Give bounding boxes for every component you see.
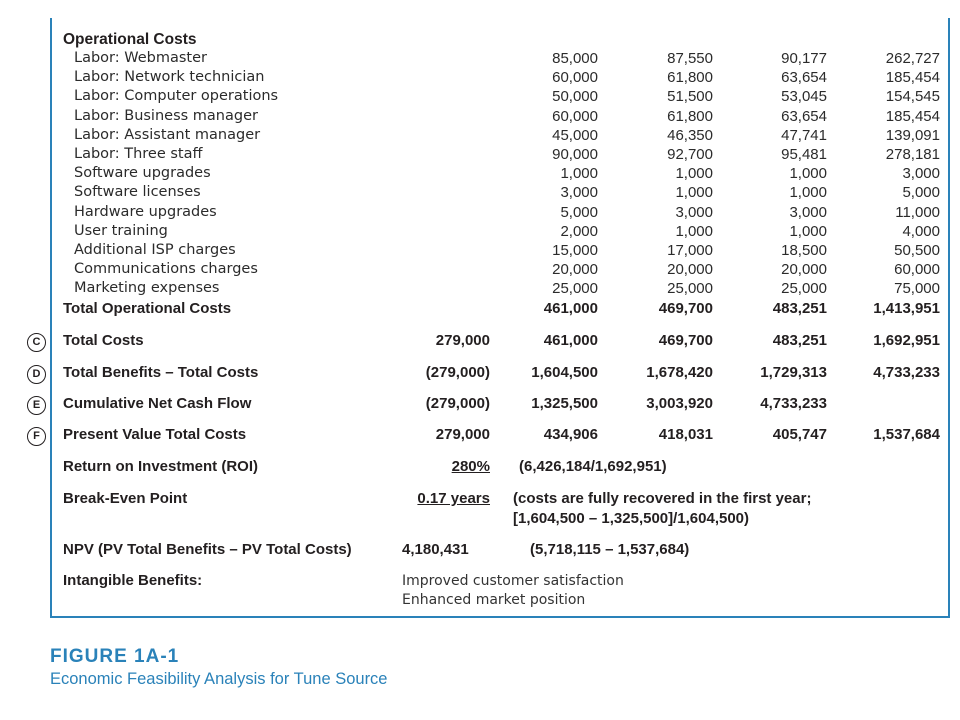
operational-cost-value: 3,000 bbox=[789, 204, 827, 221]
total-operational-costs-y1: 461,000 bbox=[543, 300, 598, 317]
total-operational-costs-label: Total Operational Costs bbox=[63, 300, 232, 317]
operational-cost-value: 50,500 bbox=[894, 242, 940, 259]
operational-cost-value: 46,350 bbox=[667, 127, 713, 144]
summary-row-label: Present Value Total Costs bbox=[63, 426, 247, 443]
operational-cost-value: 90,177 bbox=[781, 50, 827, 67]
summary-row-label: Total Costs bbox=[63, 332, 144, 349]
operational-cost-value: 11,000 bbox=[895, 204, 940, 221]
total-operational-costs-y2: 469,700 bbox=[658, 300, 713, 317]
operational-cost-value: 87,550 bbox=[667, 50, 713, 67]
operational-cost-value: 61,800 bbox=[667, 108, 713, 125]
operational-cost-value: 262,727 bbox=[885, 50, 940, 67]
operational-cost-value: 1,000 bbox=[675, 184, 713, 201]
operational-cost-value: 1,000 bbox=[675, 223, 713, 240]
operational-cost-label: Labor: Business manager bbox=[74, 108, 258, 124]
operational-cost-label: Marketing expenses bbox=[74, 280, 220, 296]
operational-cost-value: 60,000 bbox=[552, 69, 598, 86]
breakeven-value: 0.17 years bbox=[417, 490, 490, 507]
operational-cost-value: 20,000 bbox=[552, 261, 598, 278]
operational-cost-value: 53,045 bbox=[781, 88, 827, 105]
operational-cost-value: 3,000 bbox=[675, 204, 713, 221]
operational-cost-value: 60,000 bbox=[552, 108, 598, 125]
row-marker: C bbox=[27, 333, 46, 352]
summary-row-value: 434,906 bbox=[543, 426, 598, 443]
operational-cost-label: Labor: Three staff bbox=[74, 146, 203, 162]
summary-row-value: 4,733,233 bbox=[760, 395, 827, 412]
summary-row-value: 405,747 bbox=[772, 426, 827, 443]
operational-cost-label: Communications charges bbox=[74, 261, 258, 277]
operational-cost-label: Labor: Computer operations bbox=[74, 88, 279, 104]
row-marker: F bbox=[27, 427, 46, 446]
figure-caption: Economic Feasibility Analysis for Tune Source bbox=[50, 670, 388, 688]
summary-row-value: 469,700 bbox=[658, 332, 713, 349]
operational-cost-value: 75,000 bbox=[894, 280, 940, 297]
operational-cost-label: Labor: Webmaster bbox=[74, 50, 207, 66]
npv-label: NPV (PV Total Benefits – PV Total Costs) bbox=[63, 541, 352, 558]
operational-cost-value: 20,000 bbox=[667, 261, 713, 278]
summary-row-value: 279,000 bbox=[435, 426, 490, 443]
summary-row-value: 1,604,500 bbox=[531, 364, 598, 381]
operational-cost-label: Labor: Assistant manager bbox=[74, 127, 261, 143]
operational-cost-value: 85,000 bbox=[552, 50, 598, 67]
intangible-benefit-1: Improved customer satisfaction bbox=[402, 573, 624, 589]
intangible-benefit-2: Enhanced market position bbox=[402, 592, 586, 608]
operational-cost-label: Software upgrades bbox=[74, 165, 211, 181]
operational-cost-value: 4,000 bbox=[902, 223, 940, 240]
operational-cost-value: 50,000 bbox=[552, 88, 598, 105]
operational-cost-value: 139,091 bbox=[885, 127, 940, 144]
summary-row-label: Total Benefits – Total Costs bbox=[63, 364, 259, 381]
summary-row-value: 1,678,420 bbox=[646, 364, 713, 381]
summary-row-value: 1,692,951 bbox=[873, 332, 940, 349]
operational-cost-value: 2,000 bbox=[560, 223, 598, 240]
total-operational-costs-y3: 483,251 bbox=[772, 300, 827, 317]
figure-title: FIGURE 1A-1 bbox=[50, 646, 180, 667]
summary-row-value: 1,537,684 bbox=[873, 426, 940, 443]
operational-cost-value: 1,000 bbox=[675, 165, 713, 182]
summary-row-value: 279,000 bbox=[435, 332, 490, 349]
total-operational-costs-total: 1,413,951 bbox=[873, 300, 940, 317]
roi-note: (6,426,184/1,692,951) bbox=[519, 458, 667, 475]
operational-cost-label: Software licenses bbox=[74, 184, 201, 200]
roi-label: Return on Investment (ROI) bbox=[63, 458, 259, 475]
operational-cost-value: 15,000 bbox=[552, 242, 598, 259]
operational-cost-label: User training bbox=[74, 223, 168, 239]
summary-row-value: 3,003,920 bbox=[646, 395, 713, 412]
operational-cost-value: 92,700 bbox=[667, 146, 713, 163]
operational-cost-value: 25,000 bbox=[667, 280, 713, 297]
operational-cost-value: 18,500 bbox=[781, 242, 827, 259]
operational-cost-value: 278,181 bbox=[885, 146, 940, 163]
operational-cost-value: 5,000 bbox=[560, 204, 598, 221]
summary-row-value: 1,325,500 bbox=[531, 395, 598, 412]
npv-note: (5,718,115 – 1,537,684) bbox=[530, 541, 690, 558]
operational-cost-value: 90,000 bbox=[552, 146, 598, 163]
intangible-label: Intangible Benefits: bbox=[63, 572, 203, 589]
operational-cost-value: 51,500 bbox=[667, 88, 713, 105]
operational-costs-heading: Operational Costs bbox=[63, 31, 197, 48]
operational-cost-value: 1,000 bbox=[789, 223, 827, 240]
operational-cost-value: 17,000 bbox=[667, 242, 713, 259]
operational-cost-value: 25,000 bbox=[781, 280, 827, 297]
summary-row-value: (279,000) bbox=[425, 364, 490, 381]
row-marker: E bbox=[27, 396, 46, 415]
roi-value: 280% bbox=[451, 458, 490, 475]
operational-cost-value: 61,800 bbox=[667, 69, 713, 86]
operational-cost-label: Additional ISP charges bbox=[74, 242, 236, 258]
operational-cost-value: 5,000 bbox=[902, 184, 940, 201]
operational-cost-label: Hardware upgrades bbox=[74, 204, 217, 220]
operational-cost-value: 63,654 bbox=[781, 108, 827, 125]
summary-row-value: 1,729,313 bbox=[760, 364, 827, 381]
operational-cost-value: 60,000 bbox=[894, 261, 940, 278]
breakeven-label: Break-Even Point bbox=[63, 490, 188, 507]
row-marker: D bbox=[27, 365, 46, 384]
operational-cost-value: 63,654 bbox=[781, 69, 827, 86]
operational-cost-value: 20,000 bbox=[781, 261, 827, 278]
summary-row-value: 4,733,233 bbox=[873, 364, 940, 381]
summary-row-label: Cumulative Net Cash Flow bbox=[63, 395, 252, 412]
operational-cost-value: 95,481 bbox=[781, 146, 827, 163]
npv-value: 4,180,431 bbox=[402, 541, 469, 558]
operational-cost-value: 1,000 bbox=[789, 165, 827, 182]
operational-cost-label: Labor: Network technician bbox=[74, 69, 265, 85]
breakeven-note-line2: [1,604,500 – 1,325,500]/1,604,500) bbox=[513, 510, 750, 527]
operational-cost-value: 3,000 bbox=[560, 184, 598, 201]
operational-cost-value: 185,454 bbox=[885, 69, 940, 86]
operational-cost-value: 45,000 bbox=[552, 127, 598, 144]
summary-row-value: 483,251 bbox=[772, 332, 827, 349]
operational-cost-value: 25,000 bbox=[552, 280, 598, 297]
operational-cost-value: 1,000 bbox=[789, 184, 827, 201]
operational-cost-value: 47,741 bbox=[781, 127, 827, 144]
breakeven-note-line1: (costs are fully recovered in the first year; bbox=[513, 490, 812, 507]
summary-row-value: (279,000) bbox=[425, 395, 490, 412]
operational-cost-value: 1,000 bbox=[560, 165, 598, 182]
operational-cost-value: 185,454 bbox=[885, 108, 940, 125]
summary-row-value: 461,000 bbox=[543, 332, 598, 349]
operational-cost-value: 3,000 bbox=[902, 165, 940, 182]
operational-cost-value: 154,545 bbox=[885, 88, 940, 105]
summary-row-value: 418,031 bbox=[658, 426, 713, 443]
